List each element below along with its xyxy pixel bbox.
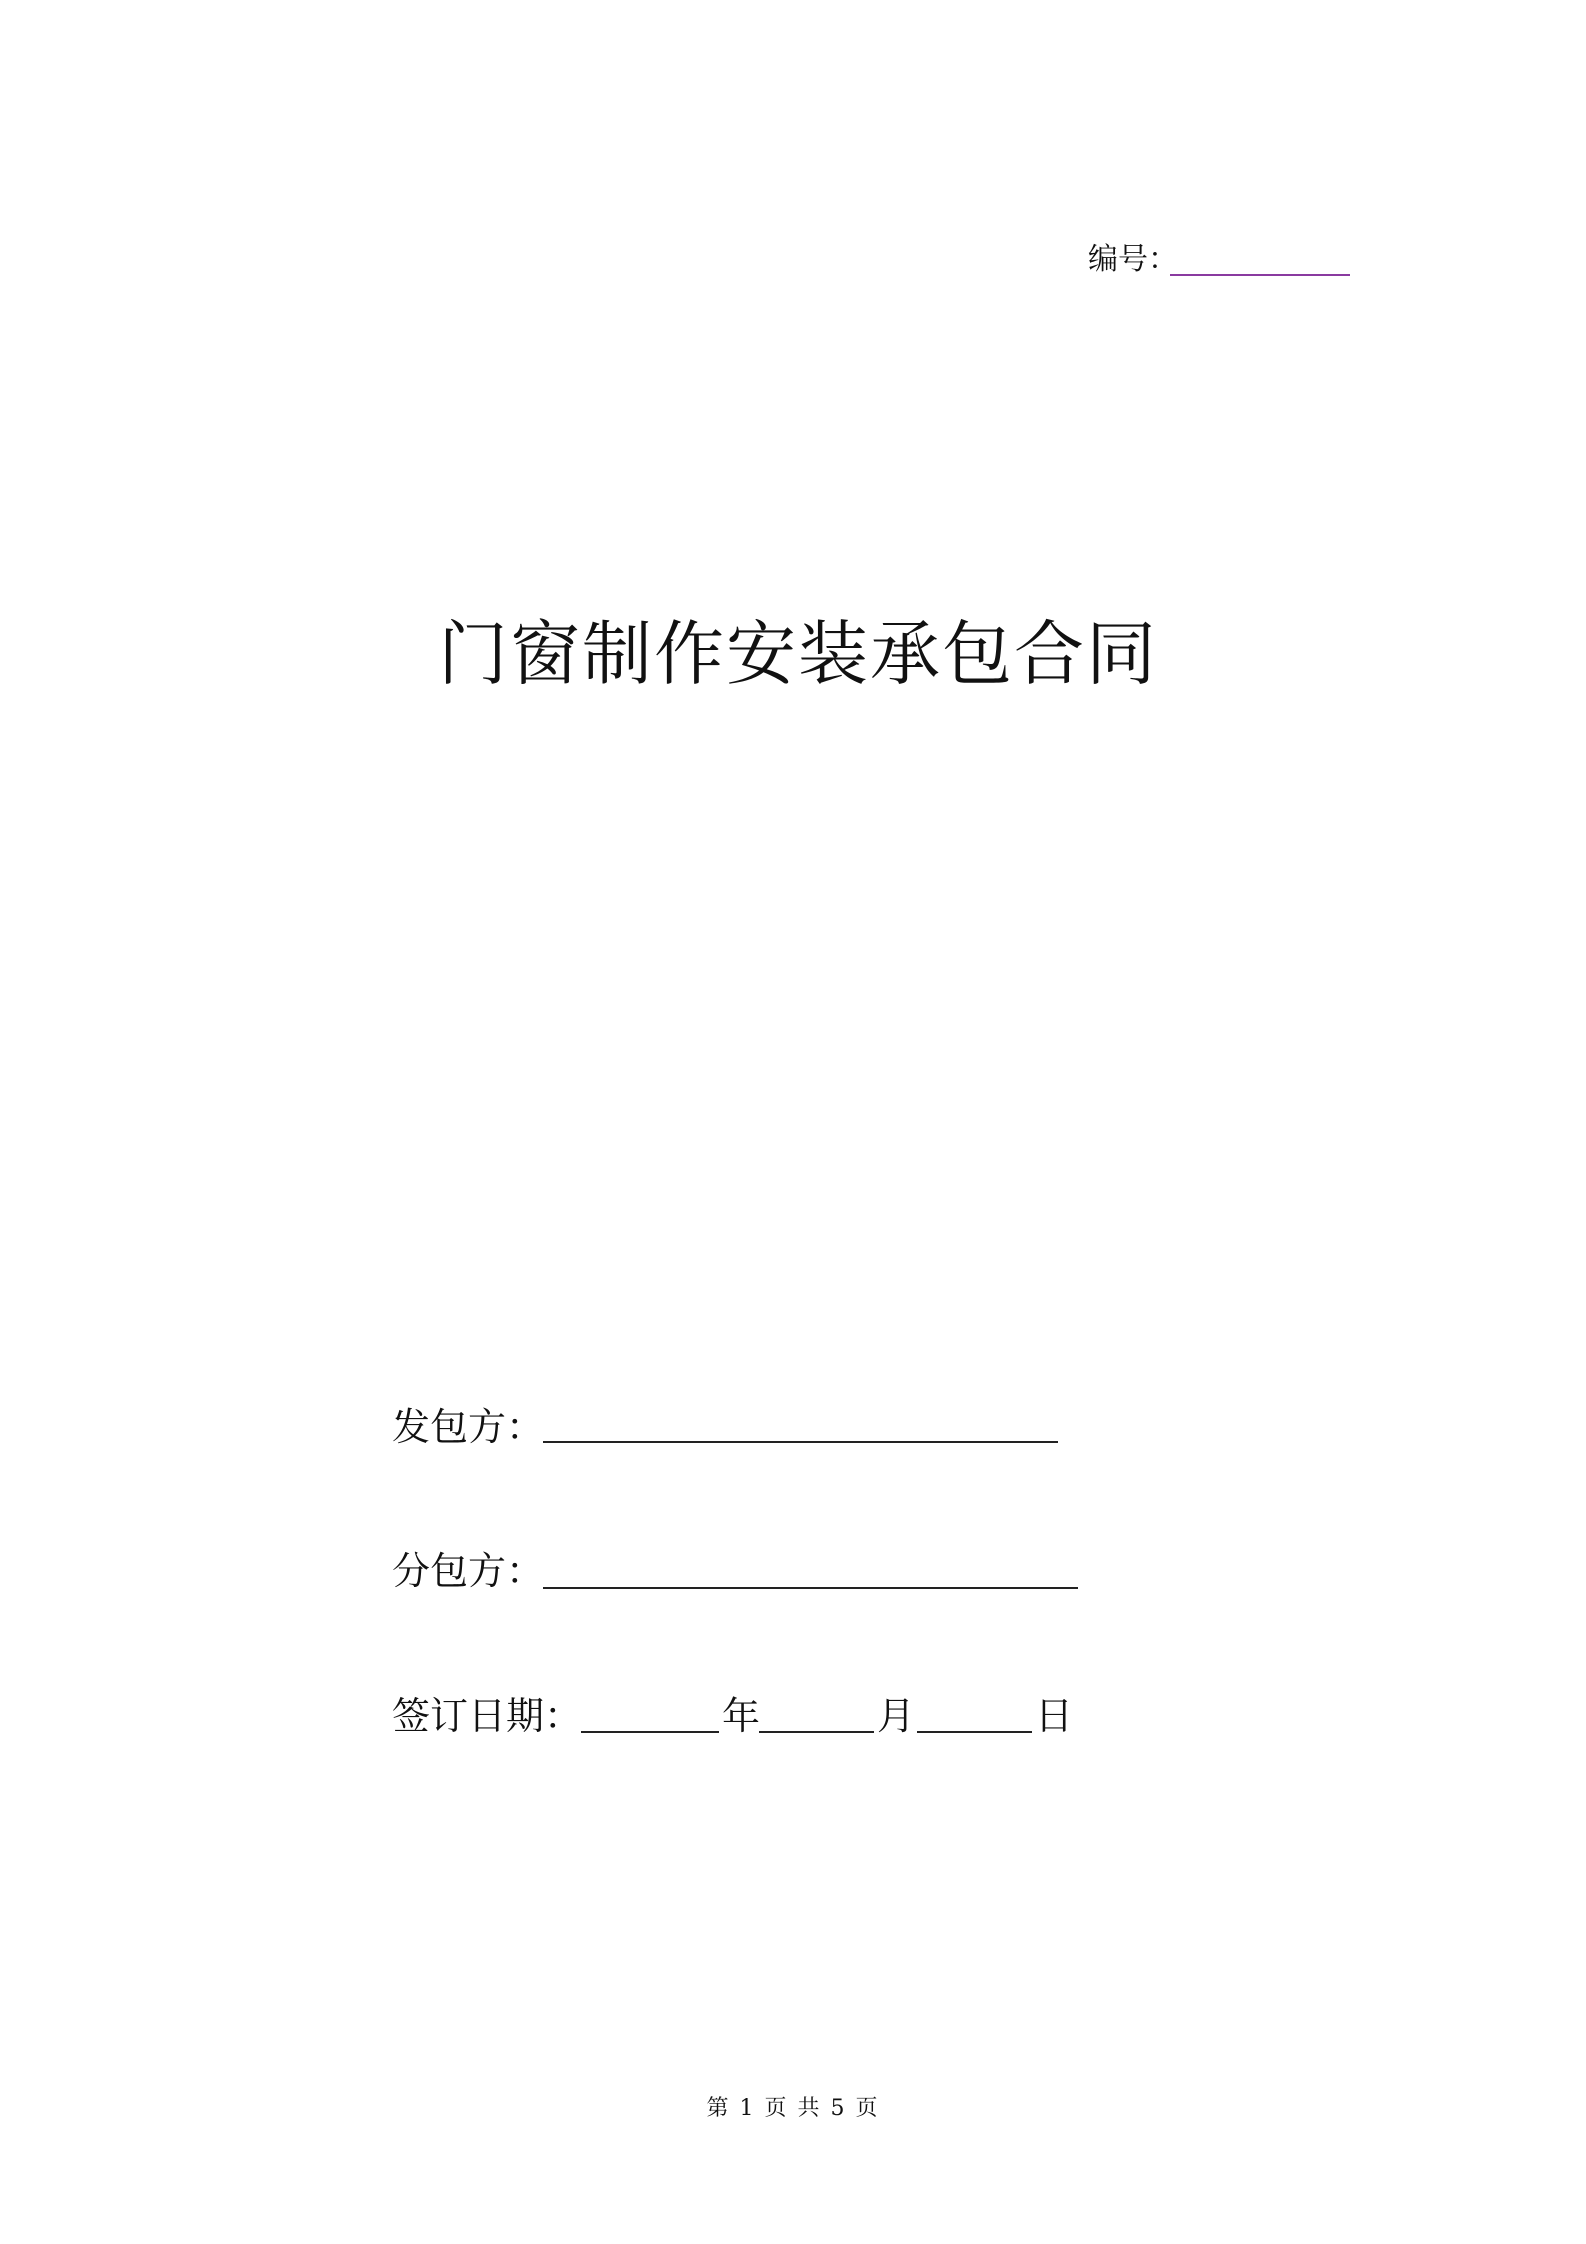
serial-number-label: 编号： [1088, 242, 1178, 277]
signing-year-blank [581, 1731, 719, 1733]
signing-date-label: 签订日期： [392, 1694, 583, 1738]
signing-month-blank [759, 1731, 874, 1733]
subcontractor-blank [543, 1587, 1078, 1589]
day-unit: 日 [1035, 1694, 1074, 1738]
month-unit: 月 [877, 1694, 916, 1738]
employer-blank [543, 1441, 1058, 1443]
page-indicator: 第 1 页 共 5 页 [706, 2096, 880, 2121]
year-unit: 年 [722, 1694, 761, 1738]
signing-day-blank [917, 1731, 1032, 1733]
document-title: 门窗制作安装承包合同 [438, 613, 1158, 695]
employer-label: 发包方： [392, 1405, 545, 1449]
subcontractor-label: 分包方： [392, 1549, 545, 1593]
serial-number-blank [1170, 274, 1350, 276]
